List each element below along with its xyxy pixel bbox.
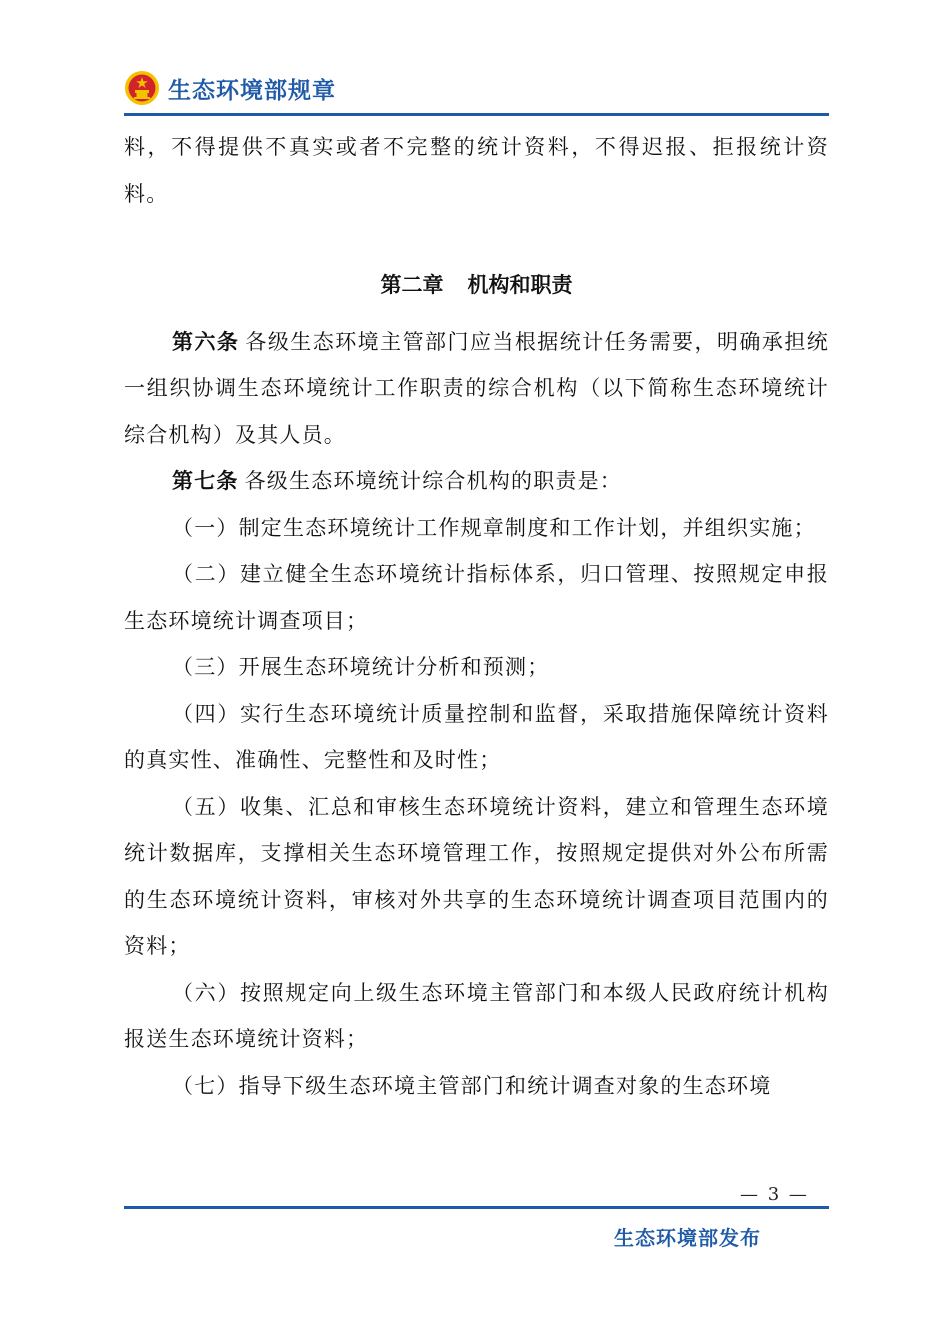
chapter-heading <box>124 262 829 309</box>
footer-divider <box>124 1206 829 1209</box>
article-label: 第六条 <box>172 329 240 354</box>
article-label: 第七条 <box>172 469 239 493</box>
document-body <box>124 124 829 1109</box>
chapter-title: 机构和职责 <box>467 273 573 297</box>
header-divider <box>124 113 829 116</box>
chapter-number: 第二章 <box>380 273 444 297</box>
list-item: （五）收集、汇总和审核生态环境统计资料，建立和管理生态环境统计数据库，支撑相关生态环境管理工作，按照规定提供对外公布所需的生态环境统计资料，审核对外共享的生态环境统计调查项目范围内的资料； <box>124 794 829 958</box>
article-7 <box>124 458 829 505</box>
continued-paragraph: 料，不得提供不真实或者不完整的统计资料，不得迟报、拒报统计资料。 <box>124 135 829 206</box>
article-text: 各级生态环境统计综合机构的职责是： <box>244 469 623 493</box>
list-item: （四）实行生态环境统计质量控制和监督，采取措施保障统计资料的真实性、准确性、完整性和及时性； <box>124 701 829 772</box>
header-title: 生态环境部规章 <box>168 77 336 104</box>
list-item: （三）开展生态环境统计分析和预测； <box>172 655 550 679</box>
list-item: （七）指导下级生态环境主管部门和统计调查对象的生态环境 <box>172 1073 772 1098</box>
list-item: （六）按照规定向上级生态环境主管部门和本级人民政府统计机构报送生态环境统计资料； <box>124 980 829 1051</box>
page-header <box>124 66 336 110</box>
article-6 <box>124 319 829 459</box>
list-item: （一）制定生态环境统计工作规章制度和工作计划，并组织实施； <box>172 515 816 540</box>
article-text: 各级生态环境主管部门应当根据统计任务需要，明确承担统一组织协调生态环境统计工作职责的综合机构（以下简称生态环境统计综合机构）及其人员。 <box>124 329 829 447</box>
national-emblem-icon <box>124 70 160 106</box>
list-item: （二）建立健全生态环境统计指标体系，归口管理、按照规定申报生态环境统计调查项目； <box>124 562 829 633</box>
page-number: — 3 — <box>740 1184 809 1205</box>
footer-publisher: 生态环境部发布 <box>614 1226 761 1250</box>
